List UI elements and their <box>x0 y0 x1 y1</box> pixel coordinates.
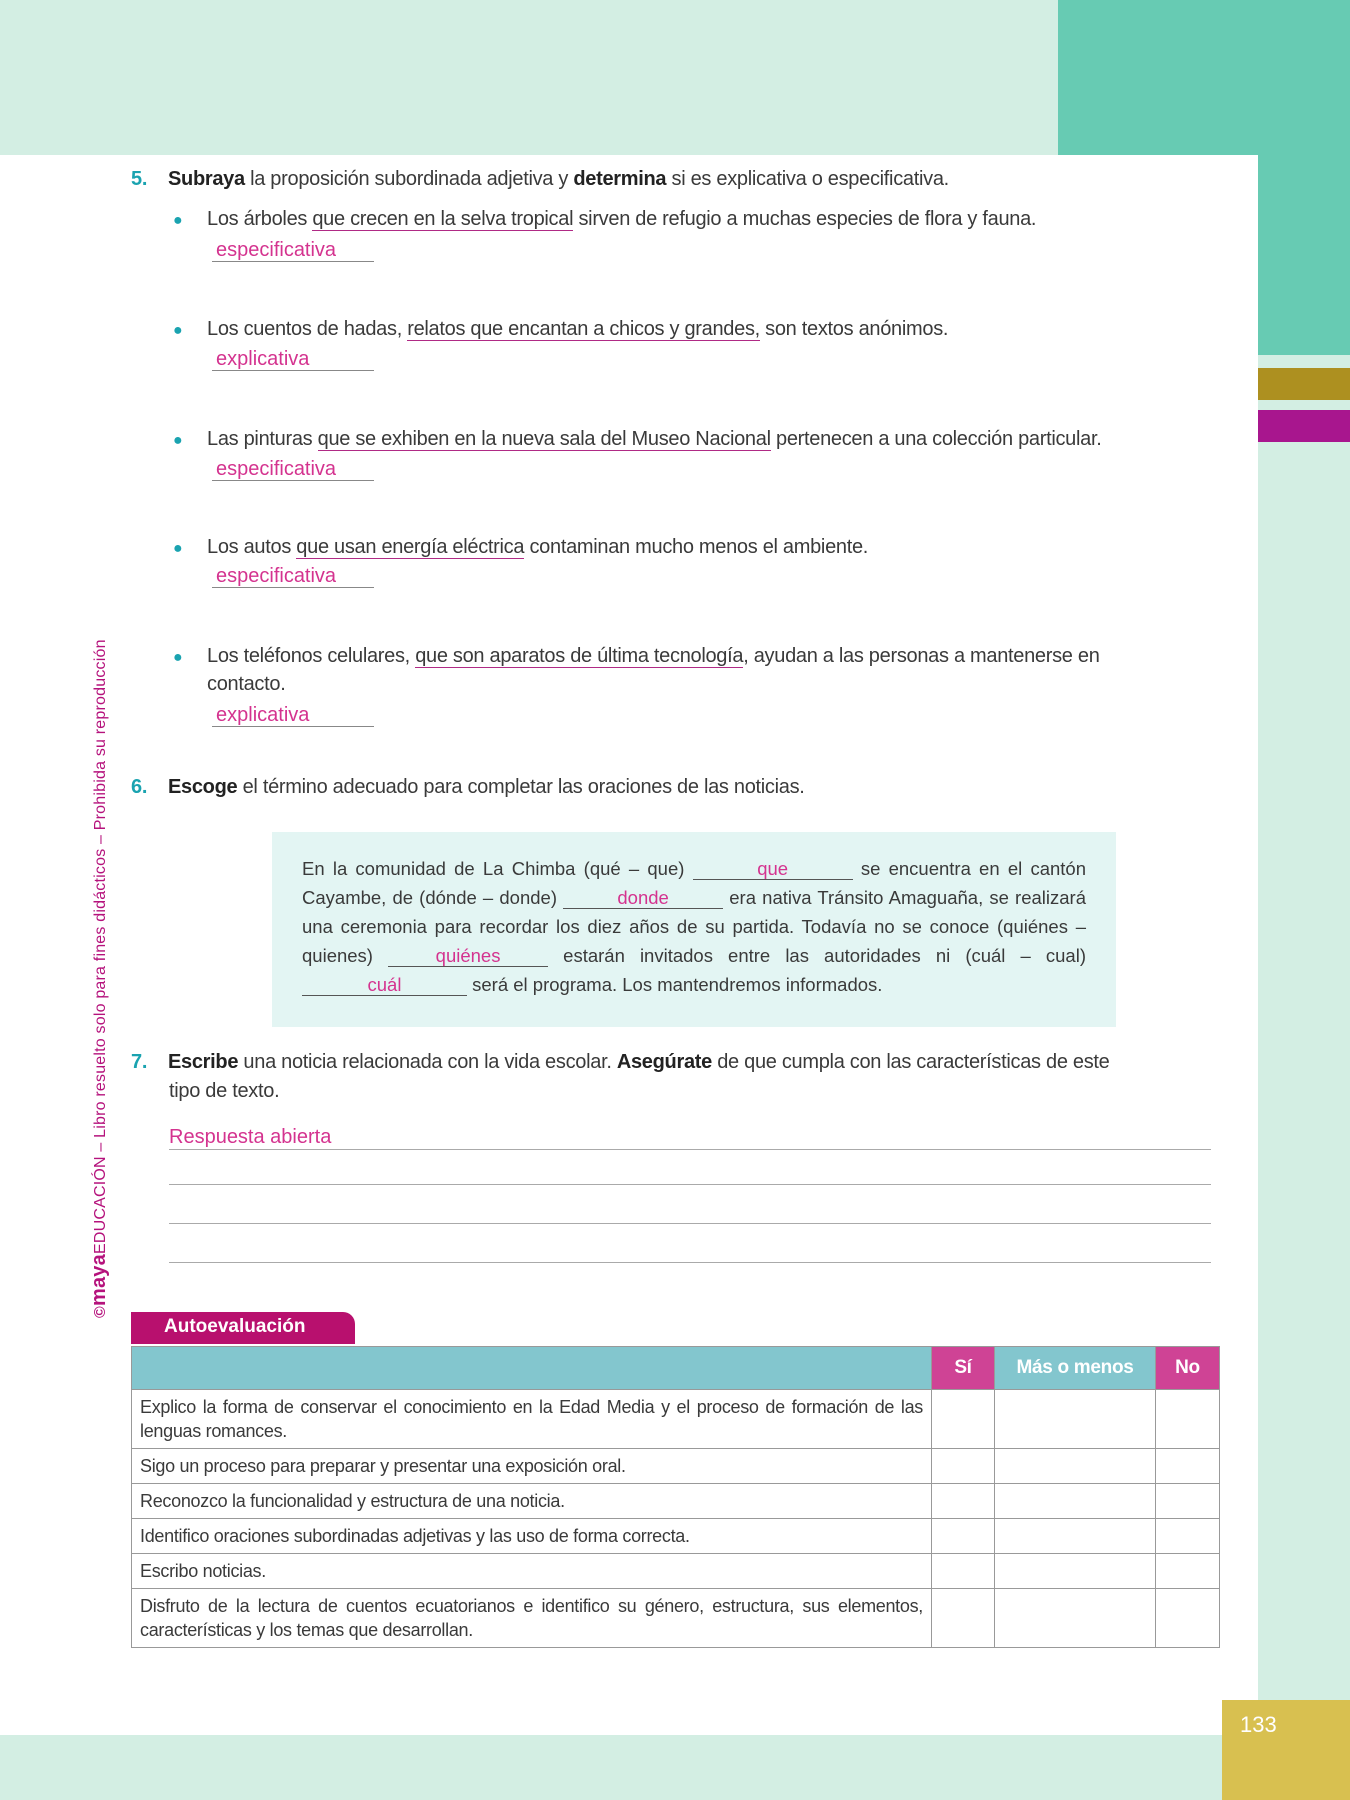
underlined-clause: que usan energía eléctrica <box>296 536 525 558</box>
check-mas-o-menos[interactable] <box>995 1589 1156 1648</box>
check-no[interactable] <box>1156 1519 1220 1554</box>
question-number: 6. <box>131 776 148 798</box>
text: si es explicativa o especificativa. <box>666 168 949 190</box>
check-no[interactable] <box>1156 1484 1220 1519</box>
copyright-notice <box>88 639 111 1318</box>
text: sirven de refugio a muchas especies de flora y fauna. <box>573 208 1037 230</box>
check-no[interactable] <box>1156 1449 1220 1484</box>
answer-field[interactable]: explicativa <box>212 704 374 727</box>
check-mas-o-menos[interactable] <box>995 1449 1156 1484</box>
col-mas-o-menos: Más o menos <box>995 1347 1156 1390</box>
text: la proposición subordinada adjetiva y <box>244 168 574 190</box>
text: era nativa Tránsito Amaguaña, se realizará una ceremonia para recordar los diez años de su partida. Todavía no se conoce (quiénes – quienes) <box>302 887 1086 966</box>
sentence-item <box>169 208 1036 231</box>
check-mas-o-menos[interactable] <box>995 1554 1156 1589</box>
criterion: Escribo noticias. <box>132 1554 932 1589</box>
table-row <box>132 1390 1220 1449</box>
text: En la comunidad de La Chimba (qué – que) <box>302 858 693 879</box>
text: Los teléfonos celulares, <box>207 645 416 667</box>
sentence-item <box>169 318 948 341</box>
self-evaluation-table <box>131 1346 1220 1648</box>
criterion: Disfruto de la lectura de cuentos ecuatorianos e identifico su género, estructura, sus elementos, características y los temas que desarrollan. <box>132 1589 932 1648</box>
bullet-icon: ● <box>173 540 183 557</box>
answer-blank[interactable]: donde <box>563 888 723 909</box>
check-no[interactable] <box>1156 1554 1220 1589</box>
table-row <box>132 1519 1220 1554</box>
bullet-icon: ● <box>173 649 183 666</box>
verb: Escribe <box>168 1051 239 1073</box>
check-si[interactable] <box>932 1390 995 1449</box>
col-no: No <box>1156 1347 1220 1390</box>
check-mas-o-menos[interactable] <box>995 1519 1156 1554</box>
verb: Asegúrate <box>616 1051 712 1073</box>
check-si[interactable] <box>932 1554 995 1589</box>
question-7 <box>131 1051 1110 1074</box>
text: de que cumpla con las características de este <box>711 1051 1110 1073</box>
check-si[interactable] <box>932 1449 995 1484</box>
sentence-item <box>169 536 868 559</box>
verb: determina <box>573 168 667 190</box>
answer-line[interactable] <box>169 1262 1211 1263</box>
check-no[interactable] <box>1156 1390 1220 1449</box>
brand-logo: maya <box>88 1254 110 1306</box>
text: una noticia relacionada con la vida escolar. <box>238 1051 617 1073</box>
verb: Escoge <box>168 776 238 798</box>
text: Los autos <box>207 536 297 558</box>
magenta-tab-marker <box>1258 410 1350 442</box>
text: contaminan mucho menos el ambiente. <box>524 536 869 558</box>
answer-field[interactable]: especificativa <box>212 565 374 588</box>
table-row <box>132 1589 1220 1648</box>
text: el término adecuado para completar las oraciones de las noticias. <box>237 776 805 798</box>
col-si: Sí <box>932 1347 995 1390</box>
news-paragraph <box>272 832 1116 1027</box>
question-number: 5. <box>131 168 148 190</box>
answer-field[interactable]: especificativa <box>212 239 374 262</box>
answer-line[interactable]: Respuesta abierta <box>169 1126 1211 1150</box>
criterion: Explico la forma de conservar el conocimiento en la Edad Media y el proceso de formación de las lenguas romances. <box>132 1390 932 1449</box>
criterion: Identifico oraciones subordinadas adjetivas y las uso de forma correcta. <box>132 1519 932 1554</box>
answer-blank[interactable]: que <box>693 859 853 880</box>
underlined-clause: relatos que encantan a chicos y grandes, <box>407 318 760 340</box>
header-blank <box>132 1347 932 1390</box>
criterion: Reconozco la funcionalidad y estructura de una noticia. <box>132 1484 932 1519</box>
answer-field[interactable]: explicativa <box>212 348 374 371</box>
answer-field[interactable]: especificativa <box>212 458 374 481</box>
answer-line[interactable] <box>169 1184 1211 1185</box>
text: Los cuentos de hadas, <box>207 318 408 340</box>
question-number: 7. <box>131 1051 148 1073</box>
underlined-clause: que se exhiben en la nueva sala del Museo Nacional <box>317 428 771 450</box>
text: pertenecen a una colección particular. <box>770 428 1102 450</box>
check-si[interactable] <box>932 1519 995 1554</box>
text: se encuentra en el cantón Cayambe, de (dónde – donde) <box>302 858 1086 908</box>
text: Las pinturas <box>207 428 318 450</box>
check-si[interactable] <box>932 1589 995 1648</box>
text: estarán invitados entre las autoridades ni (cuál – cual) <box>548 945 1086 966</box>
text: Los árboles <box>207 208 313 230</box>
answer-blank[interactable]: cuál <box>302 975 467 996</box>
answer-line[interactable] <box>169 1223 1211 1224</box>
check-si[interactable] <box>932 1484 995 1519</box>
text: será el programa. Los mantendremos informados. <box>467 974 883 995</box>
question-7-continued: tipo de texto. <box>169 1080 280 1102</box>
table-row <box>132 1484 1220 1519</box>
check-no[interactable] <box>1156 1589 1220 1648</box>
underlined-clause: que son aparatos de última tecnología <box>415 645 744 667</box>
text: son textos anónimos. <box>759 318 949 340</box>
check-mas-o-menos[interactable] <box>995 1484 1156 1519</box>
verb: Subraya <box>168 168 245 190</box>
sentence-continued: contacto. <box>207 673 286 695</box>
sentence-item <box>169 645 1100 668</box>
question-5 <box>131 168 949 191</box>
self-evaluation-title: Autoevaluación <box>131 1312 355 1344</box>
table-row <box>132 1449 1220 1484</box>
table-row <box>132 1554 1220 1589</box>
underlined-clause: que crecen en la selva tropical <box>312 208 574 230</box>
copyright-symbol: © <box>92 1306 109 1318</box>
bullet-icon: ● <box>173 212 183 229</box>
answer-blank[interactable]: quiénes <box>388 946 548 967</box>
copyright-text: EDUCACIÓN – Libro resuelto solo para fines didácticos – Prohibida su reproducción <box>92 639 109 1255</box>
text: , ayudan a las personas a mantenerse en <box>743 645 1100 667</box>
check-mas-o-menos[interactable] <box>995 1390 1156 1449</box>
bullet-icon: ● <box>173 432 183 449</box>
sentence-item <box>169 428 1101 451</box>
question-6 <box>131 776 805 799</box>
bullet-icon: ● <box>173 322 183 339</box>
criterion: Sigo un proceso para preparar y presentar una exposición oral. <box>132 1449 932 1484</box>
gold-tab-marker <box>1258 368 1350 400</box>
page-number: 133 <box>1222 1700 1350 1800</box>
